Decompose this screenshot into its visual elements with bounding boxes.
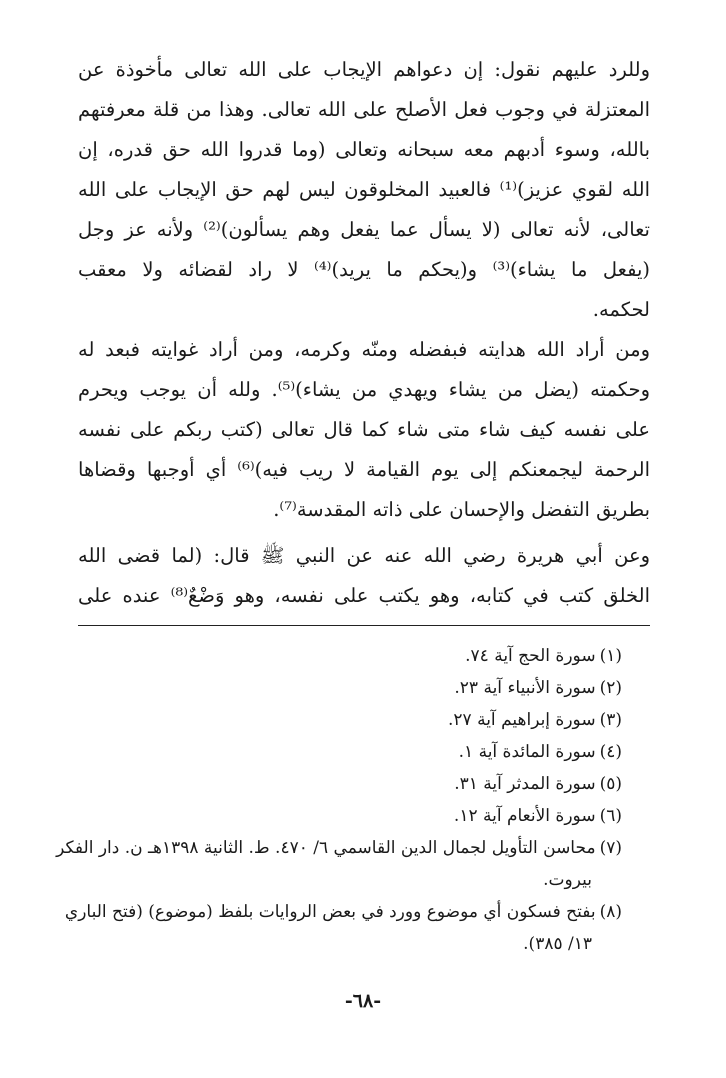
text-line: الرحمة ليجمعنكم إلى يوم القيامة لا ريب فيه)⁽⁶⁾ أي أوجبها وقضاها [78, 458, 650, 481]
text-line: (يفعل ما يشاء)⁽³⁾ و(يحكم ما يريد)⁽⁴⁾ لا راد لقضائه ولا معقب [78, 258, 650, 281]
text-line: ومن أراد الله هدايته فبفضله ومنّه وكرمه، ومن أراد غوايته فبعد له [78, 338, 650, 361]
footnote-5 [70, 768, 622, 800]
footnote-text: سورة المائدة آية ١. [458, 742, 596, 762]
footnote-8 [64, 896, 622, 928]
footnote-number: (٢) [599, 678, 622, 698]
footnote-text: سورة الأنعام آية ١٢. [453, 806, 596, 826]
footnote-text: سورة الحج آية ٧٤. [465, 646, 596, 666]
footnote-separator [78, 625, 650, 626]
text-line: على نفسه كيف شاء متى شاء كما قال تعالى (كتب ربكم على نفسه [78, 418, 650, 441]
footnote-4 [70, 736, 622, 768]
text-line: تعالى، لأنه تعالى (لا يسأل عما يفعل وهم يسألون)⁽²⁾ ولأنه عز وجل [78, 218, 650, 241]
footnote-text: بفتح فسكون أي موضوع وورد في بعض الروايات بلفظ (موضوع) (فتح الباري [64, 902, 596, 922]
footnote-8-continuation: ١٣/ ٣٨٥). [523, 934, 592, 954]
footnote-text: سورة الأنبياء آية ٢٣. [454, 678, 596, 698]
footnote-1 [70, 640, 622, 672]
paragraph-1 [78, 50, 650, 330]
footnote-number: (٣) [599, 710, 622, 730]
text-line: المعتزلة في وجوب فعل الأصلح على الله تعالى. وهذا من قلة معرفتهم [78, 98, 650, 121]
footnote-7-continuation: بيروت. [543, 870, 592, 890]
page-number: -٦٨- [344, 990, 382, 1012]
footnote-number: (٥) [599, 774, 622, 794]
text-line: الخلق كتب في كتابه، وهو يكتب على نفسه، وهو وَضْعٌ⁽⁸⁾ عنده على [78, 584, 650, 607]
footnote-number: (١) [599, 646, 622, 666]
footnotes [56, 640, 622, 960]
footnote-number: (٤) [599, 742, 622, 762]
footnote-number: (٦) [599, 806, 622, 826]
text-line: وللرد عليهم نقول: إن دعواهم الإيجاب على الله تعالى مأخوذة عن [78, 58, 650, 81]
text-line: وعن أبي هريرة رضي الله عنه عن النبي ﷺ قال: (لما قضى الله [78, 544, 650, 567]
paragraph-2 [78, 330, 650, 530]
footnote-number: (٨) [599, 902, 622, 922]
footnote-6 [70, 800, 622, 832]
paragraph-3 [78, 536, 650, 616]
footnote-text: سورة إبراهيم آية ٢٧. [448, 710, 596, 730]
text-line: لحكمه. [592, 298, 650, 321]
footnote-3 [70, 704, 622, 736]
footnote-2 [70, 672, 622, 704]
footnote-text: سورة المدثر آية ٣١. [454, 774, 596, 794]
footnote-text: محاسن التأويل لجمال الدين القاسمي ٦/ ٤٧٠. ط. الثانية ١٣٩٨هـ ن. دار الفكر [56, 838, 596, 858]
text-line: بالله، وسوء أدبهم معه سبحانه وتعالى (وما قدروا الله حق قدره، إن [78, 138, 650, 161]
footnote-7 [56, 832, 622, 864]
text-line: الله لقوي عزيز)⁽¹⁾ فالعبيد المخلوقون ليس لهم حق الإيجاب على الله [78, 178, 650, 201]
text-line: وحكمته (يضل من يشاء ويهدي من يشاء)⁽⁵⁾. ولله أن يوجب ويحرم [78, 378, 650, 401]
footnote-number: (٧) [599, 838, 622, 858]
text-line: بطريق التفضل والإحسان على ذاته المقدسة⁽⁷⁾. [273, 498, 650, 521]
